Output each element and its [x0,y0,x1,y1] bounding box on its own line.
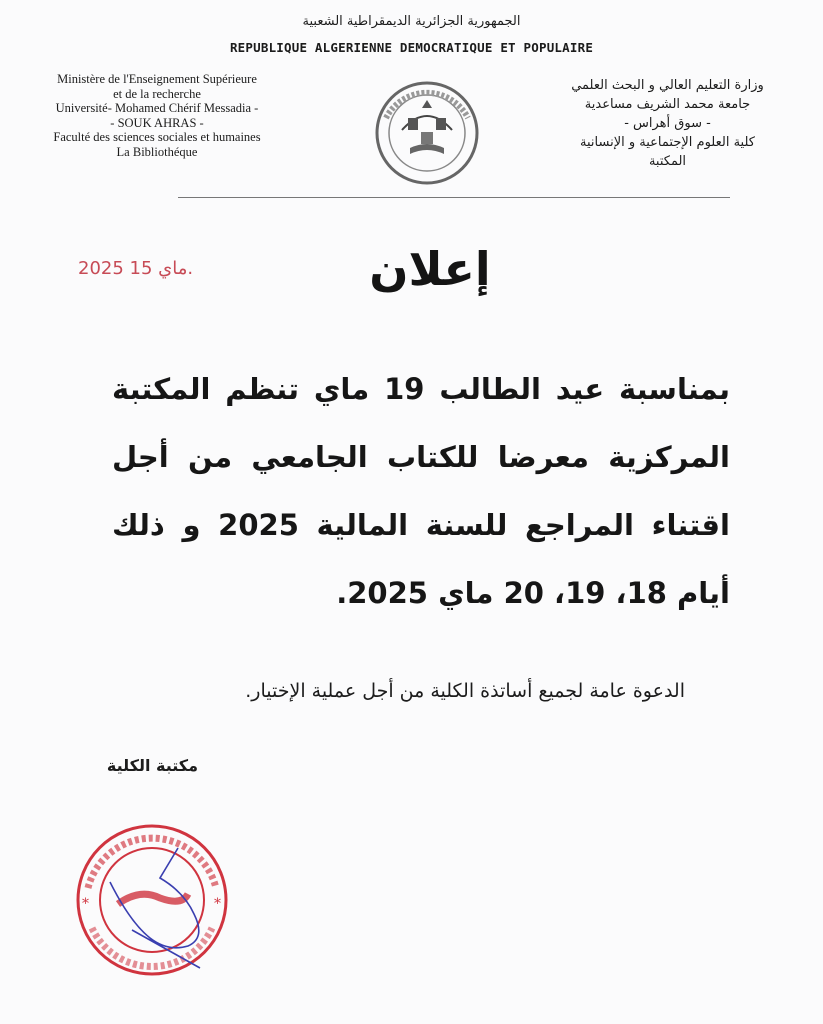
header-divider [178,197,730,198]
institution-block-arabic [540,76,795,171]
institution-line: Ministère de l'Enseignement Supérieure [57,72,257,86]
institution-line: La Bibliothéque [116,144,198,159]
svg-text:*: * [214,896,221,912]
institution-line: وزارة التعليم العالي و البحث العلمي [571,78,764,93]
date-stamp: 2025 ماي 15. [78,258,194,279]
invitation-text: الدعوة عامة لجميع أساتذة الكلية من أجل عملية الإختيار. [245,680,685,702]
library-stamp-icon [70,818,240,988]
institution-line: جامعة محمد الشريف مساعدية [584,97,751,112]
announcement-title: إعلان [369,242,491,296]
signature-label: مكتبة الكلية [106,756,198,775]
institution-line: - SOUK AHRAS - [110,115,204,130]
republic-name-french: REPUBLIQUE ALGERIENNE DEMOCRATIQUE ET POPULAIRE [229,40,594,55]
svg-text:*: * [82,896,89,912]
institution-line: et de la recherche [113,86,201,101]
institution-line: - سوق أهراس - [624,116,711,131]
university-seal-icon [372,78,482,188]
institution-line: كلية العلوم الإجتماعية و الإنسانية [580,135,755,150]
institution-line: Université- Mohamed Chérif Messadia - [55,101,259,115]
institution-line: Faculté des sciences sociales et humaines [53,130,261,144]
institution-block-french [28,72,286,159]
republic-name-arabic: الجمهورية الجزائرية الديمقراطية الشعبية [302,14,521,29]
announcement-body: بمناسبة عيد الطالب 19 ماي تنظم المكتبة المركزية معرضا للكتاب الجامعي من أجل اقتناء المراجع للسنة المالية 2025 و ذلك أيام 18، 19، 20 ماي 2025. [112,372,731,610]
institution-line: المكتبة [648,154,687,169]
